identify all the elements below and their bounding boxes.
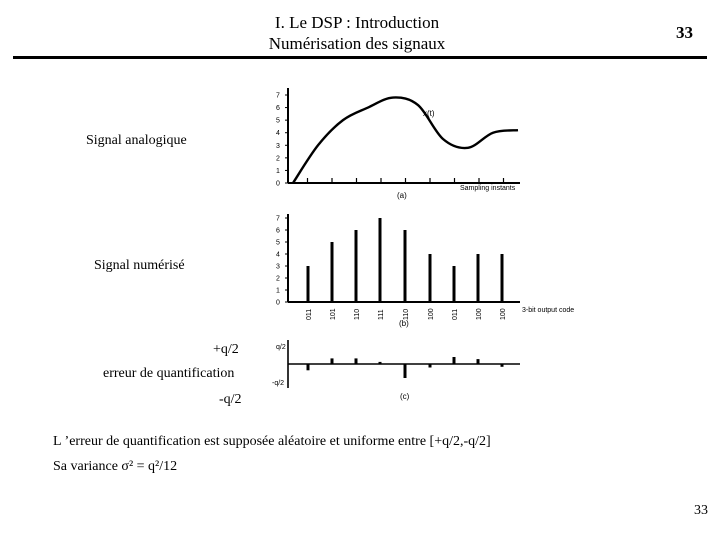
panel-b-ytick-label: 3 (276, 263, 280, 271)
panel-b-ytick-label: 6 (276, 227, 280, 235)
sample-code: 110 (354, 308, 361, 320)
panel-b-ytick-label: 4 (276, 251, 280, 259)
curve-label: x(t) (423, 109, 435, 118)
text-variance: Sa variance σ² = q²/12 (53, 459, 178, 474)
panel-a-ytick-label: 2 (276, 155, 280, 163)
label-quantization-error: erreur de quantification (103, 366, 235, 381)
panel-b-caption: (b) (399, 319, 409, 328)
label-minus-q2: -q/2 (219, 392, 242, 407)
label-digitized-signal: Signal numérisé (94, 258, 185, 273)
panel-b (276, 214, 574, 328)
panel-a-caption: (a) (397, 191, 407, 200)
panel-b-axis-label: 3-bit output code (522, 307, 575, 314)
sample-code: 110 (403, 308, 410, 320)
panel-b-ytick-label: 2 (276, 275, 280, 283)
sample-code: 100 (428, 308, 435, 320)
sample-code: 011 (452, 308, 459, 320)
panel-a-ytick-label: 4 (276, 130, 280, 138)
sample-code: 101 (330, 308, 337, 320)
label-plus-q2: +q/2 (213, 342, 239, 357)
panel-c-bottom-label: -q/2 (272, 380, 285, 387)
panel-a (276, 88, 520, 200)
panel-a-axis-label: Sampling instants (460, 185, 516, 192)
sample-code: 100 (500, 308, 507, 320)
panel-b-ytick-label: 7 (276, 215, 280, 223)
text-error-uniform: L ’erreur de quantification est supposée aléatoire et uniforme entre [+q/2,-q/2] (53, 434, 491, 449)
panel-a-ytick-label: 0 (276, 180, 280, 188)
slide-number: 33 (676, 23, 693, 42)
slide-title-line2: Numérisation des signaux (268, 34, 446, 53)
panel-a-ytick-label: 5 (276, 117, 280, 125)
panel-b-ytick-label: 5 (276, 239, 280, 247)
panel-c (272, 340, 520, 401)
panel-a-ytick-label: 6 (276, 105, 280, 113)
sample-code: 111 (378, 309, 385, 320)
header-divider (13, 56, 707, 59)
panel-c-top-label: q/2 (276, 344, 286, 351)
slide-title-line1: I. Le DSP : Introduction (274, 13, 440, 32)
page-number: 33 (694, 503, 708, 518)
panel-b-ytick-label: 0 (276, 299, 280, 307)
panel-a-ytick-label: 3 (276, 142, 280, 150)
panel-b-ytick-label: 1 (276, 287, 280, 295)
slide-title (200, 12, 514, 54)
panel-c-caption: (c) (400, 392, 410, 401)
analog-curve (293, 97, 518, 183)
sample-code: 011 (306, 308, 313, 320)
panel-a-ytick-label: 1 (276, 167, 280, 175)
sample-code: 100 (476, 308, 483, 320)
panel-a-ytick-label: 7 (276, 92, 280, 100)
label-analog-signal: Signal analogique (86, 133, 187, 148)
